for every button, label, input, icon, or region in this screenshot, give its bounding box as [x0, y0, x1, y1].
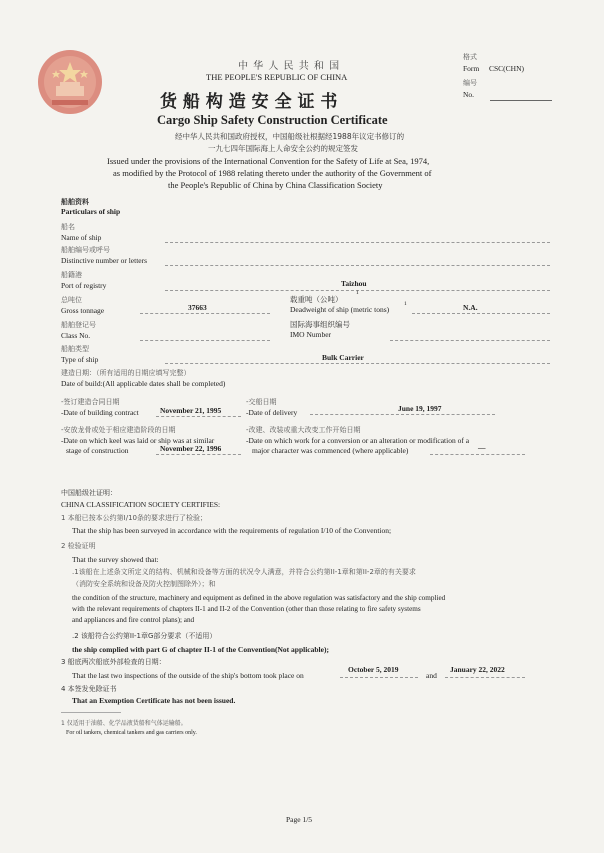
name-line	[165, 242, 550, 243]
no-label: No.	[463, 90, 475, 99]
item3-line-1	[340, 677, 418, 678]
item2-body-cn-1: .1该船在上述条文所定义的结构、机械和设备等方面的状况令人满意，并符合公约第II-1章和第II-2章的有关要求	[72, 568, 416, 576]
dwt-en: Deadweight of ship (metric tons)	[290, 305, 390, 314]
certifies-heading-cn: 中国船级社证明：	[61, 489, 117, 497]
dist-cn: 船舶编号或呼号	[61, 246, 110, 254]
item3-en: That the last two inspections of the outside of the ship's bottom took place on	[72, 671, 304, 680]
form-label: Form	[463, 64, 480, 73]
conv-line	[430, 454, 525, 455]
particulars-heading-cn: 船舶资料	[61, 198, 89, 206]
dwt-en-sup: 1	[404, 301, 407, 307]
delivery-line	[310, 414, 495, 415]
port-value: Taizhou	[341, 279, 367, 288]
name-cn: 船名	[61, 223, 75, 231]
title-cn-top: 中 华 人 民 共 和 国	[238, 61, 341, 72]
conv-value: —	[478, 443, 486, 452]
footnote-cn: 1 仅适用于油船、化学品液货船和气体运输船。	[61, 720, 187, 727]
item3-cn: 3 船底两次船底外部检查的日期：	[61, 658, 166, 666]
conv-en-2: major character was commenced (where applicable)	[252, 446, 409, 455]
dwt-cn-sup: 1	[356, 290, 359, 296]
item2-body-en-2: with the relevant requirements of chapters II-1 and II-2 of the Convention (other than those relating to fire safety systems	[72, 605, 421, 613]
form-cn: 格式	[463, 53, 477, 61]
port-cn: 船籍港	[61, 271, 82, 279]
conv-cn: -改建、改装或重大改变工作开始日期	[246, 426, 361, 434]
type-cn: 船舶类型	[61, 345, 89, 353]
item3-date-2: January 22, 2022	[450, 665, 505, 674]
national-emblem	[36, 48, 104, 116]
footnote-en: For oil tankers, chemical tankers and gas carriers only.	[66, 730, 197, 736]
gt-cn: 总吨位	[61, 296, 82, 304]
no-cn: 编号	[463, 79, 477, 87]
country-en: THE PEOPLE'S REPUBLIC OF CHINA	[206, 72, 348, 82]
authority-en-2: as modified by the Protocol of 1988 relating thereto under the authority of the Government of	[113, 168, 432, 178]
name-en: Name of ship	[61, 233, 102, 242]
item2-body-en-3: and appliances and fire control plans); and	[72, 616, 195, 624]
no-value-line	[490, 100, 552, 101]
dwt-cn: 载重吨（公吨）	[290, 295, 343, 304]
type-line	[165, 363, 550, 364]
item4-cn: 4 本签发免除证书	[61, 685, 117, 693]
authority-en-1: Issued under the provisions of the International Convention for the Safety of Life at Sea, 1974,	[107, 156, 430, 166]
gt-line	[140, 313, 270, 314]
item2-cn: 2 检验证明	[61, 542, 96, 550]
item3-date-1: October 5, 2019	[348, 665, 399, 674]
class-en: Class No.	[61, 331, 91, 340]
item4-en: That an Exemption Certificate has not been issued.	[72, 696, 236, 705]
contract-cn: -签订建造合同日期	[61, 398, 120, 406]
authority-cn-1: 经中华人民共和国政府授权，中国船级社根据经1988年议定书修订的	[175, 132, 405, 141]
contract-line	[156, 416, 241, 417]
item2-2-cn: .2 该船符合公约第II-1章G部分要求（不适用）	[72, 632, 217, 640]
title-cn-main: 货 船 构 造 安 全 证 书	[160, 92, 338, 112]
build-en: Date of build:(All applicable dates shall be completed)	[61, 379, 226, 388]
keel-en-2: stage of construction	[66, 446, 129, 455]
form-value: CSC(CHN)	[489, 64, 525, 73]
item2-body-en-1: the condition of the structure, machinery and equipment as defined in the above regulation was satisfactory and the ship complied	[72, 594, 446, 602]
page-number: Page 1/5	[286, 815, 313, 824]
dist-line	[165, 265, 550, 266]
gt-value: 37663	[188, 303, 207, 312]
contract-value: November 21, 1995	[160, 406, 222, 415]
item2-en: That the survey showed that:	[72, 555, 159, 564]
item2-2-en: the ship complied with part G of chapter II-1 of the Convention(Not applicable);	[72, 645, 329, 654]
keel-cn: -安放龙骨或处于相应建造阶段的日期	[61, 426, 176, 434]
gt-en: Gross tonnage	[61, 306, 105, 315]
keel-value: November 22, 1996	[160, 444, 222, 453]
authority-cn-2: 一九七四年国际海上人命安全公约的规定签发	[208, 144, 358, 153]
build-cn: 建造日期：（所有适用的日期应填写完整）	[61, 369, 191, 377]
dwt-line	[412, 313, 550, 314]
type-value: Bulk Carrier	[322, 353, 364, 362]
delivery-value: June 19, 1997	[398, 404, 442, 413]
authority-en-3: the People's Republic of China by China Classification Society	[168, 180, 383, 190]
class-cn: 船舶登记号	[61, 321, 96, 329]
delivery-cn: -交船日期	[246, 398, 277, 406]
certifies-heading-en: CHINA CLASSIFICATION SOCIETY CERTIFIES:	[61, 500, 221, 509]
conv-en-1: -Date on which work for a conversion or an alteration or modification of a	[246, 436, 470, 445]
contract-en: -Date of building contract	[61, 408, 139, 417]
item1-cn: 1 本船已按本公约第I/10条的要求进行了检验；	[61, 514, 208, 522]
imo-en: IMO Number	[290, 330, 332, 339]
particulars-heading-en: Particulars of ship	[61, 207, 121, 216]
item3-and: and	[426, 671, 437, 680]
item3-line-2	[445, 677, 525, 678]
delivery-en: -Date of delivery	[246, 408, 298, 417]
keel-en-1: -Date on which keel was laid or ship was at similar	[61, 436, 215, 445]
footnote-separator	[61, 712, 121, 713]
class-line	[140, 340, 270, 341]
dist-en: Distinctive number or letters	[61, 256, 148, 265]
item2-body-cn-2: （消防安全系统和设备及防火控制图除外）；和	[72, 580, 216, 588]
keel-line	[156, 454, 241, 455]
type-en: Type of ship	[61, 355, 99, 364]
imo-cn: 国际海事组织编号	[290, 320, 350, 329]
item1-en: That the ship has been surveyed in accordance with the requirements of regulation I/10 of the Convention;	[72, 526, 392, 535]
dwt-value: N.A.	[463, 303, 478, 312]
title-en-main: Cargo Ship Safety Construction Certificate	[157, 113, 388, 127]
port-en: Port of registry	[61, 281, 107, 290]
imo-line	[390, 340, 550, 341]
